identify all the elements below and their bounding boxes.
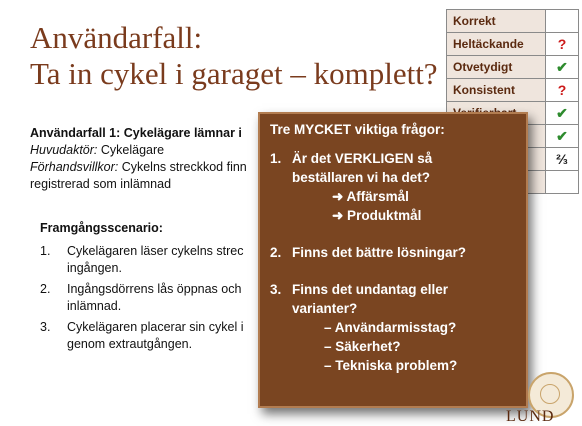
usecase-heading: Användarfall 1: Cykelägare lämnar i <box>30 126 242 140</box>
dash-subitem: – Säkerhet? <box>324 339 401 354</box>
question-body <box>292 149 432 225</box>
slide-title <box>30 20 438 92</box>
checklist-label: Otvetydigt <box>447 56 546 79</box>
callout-title: Tre MYCKET viktiga frågor: <box>270 122 445 137</box>
question-mark-icon: ? <box>546 33 579 56</box>
arrow-subitem: ➜ Affärsmål <box>332 189 409 204</box>
fraction-mark: ⅔ <box>546 148 579 171</box>
checklist-label: Korrekt <box>447 10 546 33</box>
question-text: Finns det undantag eller <box>292 282 449 297</box>
checklist-row <box>447 33 579 56</box>
precondition-label: Förhandsvillkor: <box>30 160 119 174</box>
step-line: genom extrautgången. <box>67 337 193 351</box>
question-item <box>270 149 516 225</box>
checkmark-icon: ✔ <box>546 102 579 125</box>
checklist-label: Heltäckande <box>447 33 546 56</box>
university-logo-text: LUND <box>506 408 555 425</box>
question-text: Finns det bättre lösningar? <box>292 245 467 260</box>
step-line: inlämnad. <box>67 299 122 313</box>
dash-subitem: – Tekniska problem? <box>324 358 458 373</box>
checkmark-icon: ✔ <box>546 125 579 148</box>
slide-title-line2: Ta in cykel i garaget – komplett? <box>30 56 438 91</box>
step-number: 3. <box>40 320 51 334</box>
step-text <box>67 281 241 315</box>
question-item <box>270 280 516 375</box>
checklist-label: Konsistent <box>447 79 546 102</box>
checkmark-icon: ✔ <box>546 56 579 79</box>
step-line: Cykelägaren placerar sin cykel i <box>67 320 244 334</box>
slide-title-line1: Användarfall: <box>30 20 203 55</box>
question-text: beställaren vi ha det? <box>292 170 431 185</box>
dash-subitem: – Användarmisstag? <box>324 320 457 335</box>
step-line: ingången. <box>67 261 122 275</box>
checklist-mark <box>546 171 579 194</box>
checklist-row <box>447 79 579 102</box>
step-line: Ingångsdörrens lås öppnas och <box>67 282 242 296</box>
checklist-mark <box>546 10 579 33</box>
precondition-value: Cykelns streckkod finn <box>118 160 247 174</box>
question-text: varianter? <box>292 301 358 316</box>
question-text: Är det VERKLIGEN så <box>292 151 433 166</box>
arrow-subitem: ➜ Produktmål <box>332 208 422 223</box>
question-number: 3. <box>270 282 282 297</box>
step-number: 2. <box>40 282 51 296</box>
question-number: 2. <box>270 245 282 260</box>
checklist-row <box>447 56 579 79</box>
checklist-row <box>447 10 579 33</box>
actor-label: Huvudaktör: <box>30 143 98 157</box>
actor-value: Cykelägare <box>97 143 165 157</box>
step-text <box>67 319 243 353</box>
precondition-value-cont: registrerad som inlämnad <box>30 177 172 191</box>
question-item <box>270 243 516 262</box>
step-line: Cykelägaren läser cykelns strec <box>67 244 244 258</box>
question-body <box>292 280 457 375</box>
question-mark-icon: ? <box>546 79 579 102</box>
step-text <box>67 243 243 277</box>
step-number: 1. <box>40 244 51 258</box>
question-number: 1. <box>270 151 282 166</box>
scenario-heading: Framgångsscenario: <box>40 221 163 235</box>
important-questions-callout <box>258 112 528 408</box>
